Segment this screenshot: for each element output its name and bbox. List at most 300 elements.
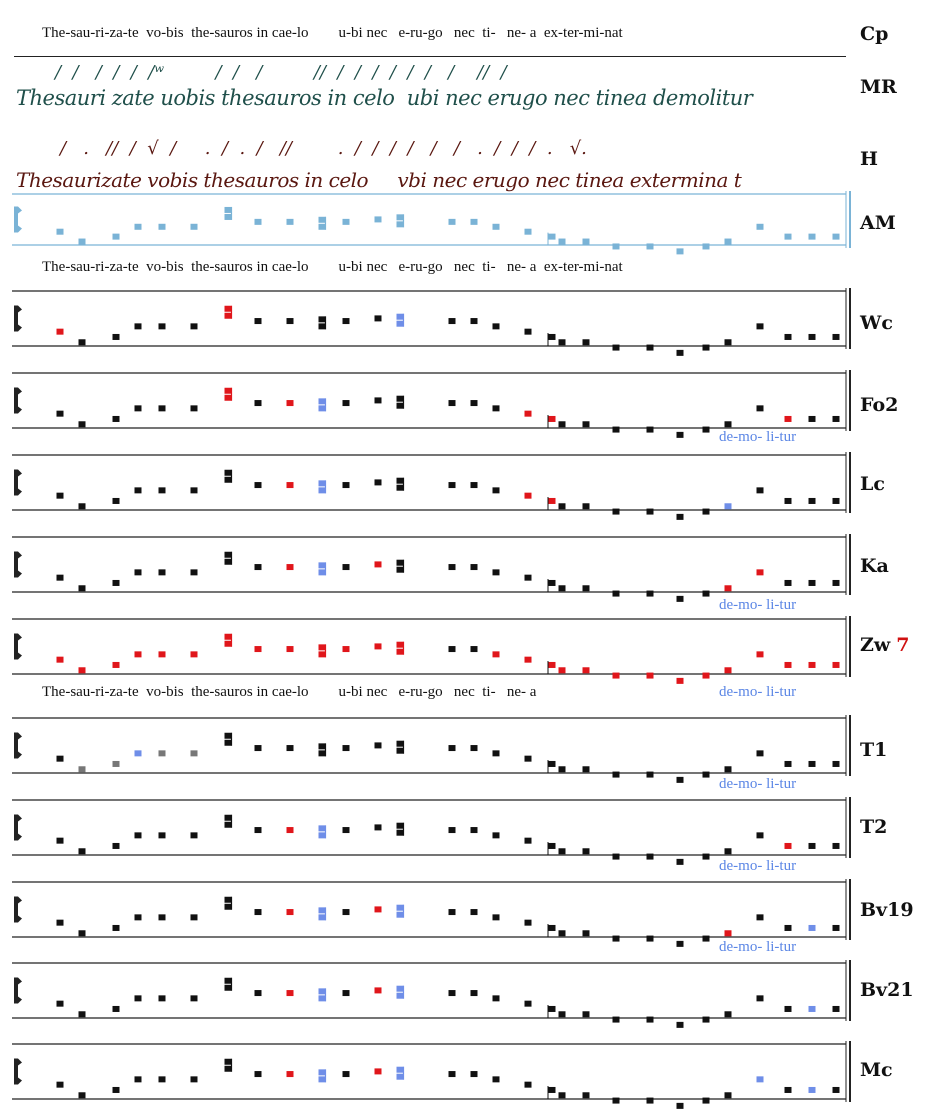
neume-note xyxy=(79,1011,86,1017)
neume-note xyxy=(287,646,294,652)
siglum-mr: MR xyxy=(860,76,897,98)
neume-note xyxy=(525,920,532,926)
h-manuscript-text: Thesaurizate vobis thesauros in celo vbi nec erugo nec tinea extermina t xyxy=(16,168,742,192)
siglum-t2: T2 xyxy=(860,816,888,838)
neume-note xyxy=(397,567,404,573)
neume-note xyxy=(677,514,684,520)
siglum-h: H xyxy=(860,148,878,170)
neume-note xyxy=(703,936,710,942)
neume-note xyxy=(319,1076,326,1082)
neume-note xyxy=(159,224,166,230)
neume-note xyxy=(833,1006,840,1012)
neume-note xyxy=(525,329,532,335)
neume-note xyxy=(113,843,120,849)
neume-note xyxy=(319,480,326,486)
mr-neumes: / / / / / /ʷ / / / // / / / / / / / // / xyxy=(55,62,507,83)
neume-note xyxy=(225,470,232,476)
neume-note xyxy=(225,313,232,319)
neume-note xyxy=(57,229,64,235)
neume-note xyxy=(113,498,120,504)
neume-note xyxy=(159,914,166,920)
neume-note xyxy=(135,914,142,920)
neume-note xyxy=(319,217,326,223)
neume-note xyxy=(255,990,262,996)
neume-note xyxy=(833,580,840,586)
neume-note xyxy=(559,239,566,245)
neume-note xyxy=(703,1098,710,1104)
neume-note xyxy=(343,564,350,570)
neume-note xyxy=(287,909,294,915)
staff-ka xyxy=(12,534,850,602)
neume-note xyxy=(319,743,326,749)
neume-note xyxy=(79,848,86,854)
clef-icon xyxy=(14,978,22,1004)
neume-note xyxy=(725,848,732,854)
neume-note xyxy=(255,564,262,570)
neume-note xyxy=(225,897,232,903)
neume-note xyxy=(319,907,326,913)
neume-note xyxy=(757,651,764,657)
neume-note xyxy=(471,646,478,652)
neume-note xyxy=(809,662,816,668)
neume-note xyxy=(493,1076,500,1082)
siglum-zw-label: Zw xyxy=(860,634,891,656)
neume-note xyxy=(703,591,710,597)
neume-note xyxy=(319,569,326,575)
neume-note xyxy=(493,224,500,230)
neume-note xyxy=(397,649,404,655)
neume-note xyxy=(703,1017,710,1023)
neume-note xyxy=(725,1011,732,1017)
neume-note xyxy=(113,662,120,668)
neume-note xyxy=(191,1076,198,1082)
neume-note xyxy=(191,224,198,230)
neume-note xyxy=(647,591,654,597)
neume-note xyxy=(375,643,382,649)
neume-note xyxy=(79,239,86,245)
siglum-cp: Cp xyxy=(860,23,889,45)
neume-note xyxy=(319,750,326,756)
neume-note xyxy=(757,323,764,329)
neume-note xyxy=(113,1087,120,1093)
neume-note xyxy=(397,1074,404,1080)
neume-note xyxy=(583,667,590,673)
neume-note xyxy=(225,477,232,483)
neume-note xyxy=(677,248,684,254)
neume-note xyxy=(225,985,232,991)
neume-note xyxy=(397,560,404,566)
neume-note xyxy=(583,503,590,509)
neume-note xyxy=(397,912,404,918)
neume-note xyxy=(549,234,556,240)
neume-note xyxy=(319,825,326,831)
neume-note xyxy=(225,559,232,565)
neume-note xyxy=(57,493,64,499)
neume-note xyxy=(549,843,556,849)
neume-note xyxy=(559,1011,566,1017)
neume-note xyxy=(159,832,166,838)
neume-note xyxy=(113,334,120,340)
neume-note xyxy=(397,1067,404,1073)
neume-note xyxy=(135,651,142,657)
neume-note xyxy=(319,398,326,404)
neume-note xyxy=(255,219,262,225)
neume-note xyxy=(319,644,326,650)
neume-note xyxy=(559,503,566,509)
neume-note xyxy=(471,564,478,570)
neume-note xyxy=(159,1076,166,1082)
neume-note xyxy=(135,1076,142,1082)
neume-note xyxy=(647,509,654,515)
neume-note xyxy=(225,904,232,910)
lyrics-main: The-sau-ri-za-te vo-bis the-sauros in cae-lo u-bi nec e-ru-go nec ti- ne- a ex-ter-mi-nat xyxy=(42,259,623,275)
neume-note xyxy=(375,479,382,485)
neume-note xyxy=(225,634,232,640)
neume-note xyxy=(525,1082,532,1088)
neume-note xyxy=(225,207,232,213)
neume-note xyxy=(255,909,262,915)
neume-note xyxy=(159,405,166,411)
clef-icon xyxy=(14,634,22,660)
neume-note xyxy=(833,843,840,849)
neume-note xyxy=(287,219,294,225)
neume-note xyxy=(471,482,478,488)
neume-note xyxy=(677,350,684,356)
neume-note xyxy=(57,920,64,926)
neume-note xyxy=(113,761,120,767)
clef-icon xyxy=(14,897,22,923)
siglum-am: AM xyxy=(860,212,896,234)
zw-mark: 7 xyxy=(896,634,910,656)
neume-note xyxy=(785,843,792,849)
neume-note xyxy=(703,854,710,860)
neume-note xyxy=(757,832,764,838)
clef-icon xyxy=(14,470,22,496)
neume-note xyxy=(191,750,198,756)
neume-note xyxy=(677,678,684,684)
neume-note xyxy=(809,761,816,767)
neume-note xyxy=(113,1006,120,1012)
neume-note xyxy=(375,1068,382,1074)
clef-icon xyxy=(14,207,22,233)
neume-note xyxy=(135,224,142,230)
staff-zw xyxy=(12,616,850,684)
neume-note xyxy=(343,219,350,225)
neume-note xyxy=(57,838,64,844)
neume-note xyxy=(725,1092,732,1098)
neume-note xyxy=(525,756,532,762)
neume-note xyxy=(343,745,350,751)
neume-note xyxy=(57,575,64,581)
neume-note xyxy=(703,427,710,433)
neume-note xyxy=(319,832,326,838)
neume-note xyxy=(559,421,566,427)
neume-note xyxy=(225,552,232,558)
neume-note xyxy=(255,745,262,751)
neume-note xyxy=(525,229,532,235)
neume-note xyxy=(397,214,404,220)
neume-note xyxy=(613,509,620,515)
staff-fo2 xyxy=(12,370,850,438)
neume-note xyxy=(225,214,232,220)
neume-note xyxy=(613,345,620,351)
neume-note xyxy=(549,662,556,668)
neume-note xyxy=(191,995,198,1001)
neume-note xyxy=(809,1006,816,1012)
neume-note xyxy=(225,1066,232,1072)
neume-note xyxy=(57,329,64,335)
neume-note xyxy=(225,733,232,739)
neume-note xyxy=(375,987,382,993)
neume-note xyxy=(583,930,590,936)
neume-note xyxy=(375,561,382,567)
neume-note xyxy=(493,405,500,411)
neume-note xyxy=(725,421,732,427)
neume-note xyxy=(725,503,732,509)
neume-note xyxy=(159,569,166,575)
neume-note xyxy=(255,1071,262,1077)
neume-note xyxy=(449,219,456,225)
neume-note xyxy=(613,591,620,597)
neume-note xyxy=(449,564,456,570)
neume-note xyxy=(113,234,120,240)
neume-note xyxy=(397,485,404,491)
neume-note xyxy=(785,498,792,504)
neume-note xyxy=(449,990,456,996)
neume-note xyxy=(113,925,120,931)
neume-note xyxy=(647,936,654,942)
neume-note xyxy=(549,498,556,504)
neume-note xyxy=(319,224,326,230)
neume-note xyxy=(375,742,382,748)
neume-note xyxy=(559,585,566,591)
neume-note xyxy=(677,941,684,947)
neume-note xyxy=(225,1059,232,1065)
variant-lyrics-bv19: de-mo- li-tur xyxy=(719,858,797,874)
neume-note xyxy=(159,487,166,493)
neume-note xyxy=(191,914,198,920)
neume-note xyxy=(159,750,166,756)
neume-note xyxy=(613,673,620,679)
neume-note xyxy=(549,761,556,767)
neume-note xyxy=(809,498,816,504)
neume-note xyxy=(757,487,764,493)
neume-note xyxy=(319,651,326,657)
neume-note xyxy=(525,1001,532,1007)
staff-t2 xyxy=(12,797,850,865)
neume-note xyxy=(397,403,404,409)
neume-note xyxy=(135,832,142,838)
neume-note xyxy=(785,761,792,767)
neume-note xyxy=(833,1087,840,1093)
neume-note xyxy=(225,978,232,984)
neume-note xyxy=(559,766,566,772)
neume-note xyxy=(397,905,404,911)
h-neumes: / . // / √ / . / . / // . / / / / / / . / / / . √. xyxy=(60,138,587,159)
neume-note xyxy=(583,1011,590,1017)
siglum-ka: Ka xyxy=(860,555,889,577)
siglum-bv19: Bv19 xyxy=(860,899,914,921)
neume-note xyxy=(549,580,556,586)
neume-note xyxy=(449,909,456,915)
siglum-mc: Mc xyxy=(860,1059,893,1081)
neume-note xyxy=(647,673,654,679)
neume-note xyxy=(319,323,326,329)
neume-note xyxy=(583,848,590,854)
neume-note xyxy=(397,748,404,754)
neume-note xyxy=(471,990,478,996)
neume-note xyxy=(833,925,840,931)
neume-note xyxy=(449,400,456,406)
neume-note xyxy=(191,569,198,575)
neume-note xyxy=(397,993,404,999)
neume-note xyxy=(319,562,326,568)
neume-note xyxy=(613,1017,620,1023)
neume-note xyxy=(471,909,478,915)
neume-note xyxy=(757,1076,764,1082)
neume-note xyxy=(725,930,732,936)
neume-note xyxy=(79,930,86,936)
neume-note xyxy=(159,323,166,329)
lyrics-cp: The-sau-ri-za-te vo-bis the-sauros in cae-lo u-bi nec e-ru-go nec ti- ne- a ex-ter-mi-nat xyxy=(42,25,623,41)
neume-note xyxy=(225,815,232,821)
neume-note xyxy=(493,995,500,1001)
neume-note xyxy=(785,662,792,668)
neume-note xyxy=(397,986,404,992)
neume-note xyxy=(375,397,382,403)
neume-note xyxy=(343,318,350,324)
staff-lc xyxy=(12,452,850,520)
neume-note xyxy=(287,827,294,833)
neume-note xyxy=(583,239,590,245)
variant-lyrics-lc: de-mo- li-tur xyxy=(719,429,797,445)
neume-note xyxy=(191,405,198,411)
neume-note xyxy=(833,334,840,340)
neume-note xyxy=(833,662,840,668)
neume-note xyxy=(559,848,566,854)
neume-note xyxy=(225,641,232,647)
neume-note xyxy=(397,478,404,484)
neume-note xyxy=(647,772,654,778)
clef-icon xyxy=(14,815,22,841)
neume-note xyxy=(471,400,478,406)
neume-note xyxy=(397,830,404,836)
neume-note xyxy=(785,925,792,931)
neume-note xyxy=(471,318,478,324)
staff-mc xyxy=(12,1041,850,1109)
neume-note xyxy=(255,646,262,652)
neume-note xyxy=(471,745,478,751)
neume-note xyxy=(677,859,684,865)
staff-bv19 xyxy=(12,879,850,947)
neume-note xyxy=(255,318,262,324)
variant-lyrics-zw: de-mo- li-tur xyxy=(719,597,797,613)
neume-note xyxy=(255,827,262,833)
neume-note xyxy=(493,569,500,575)
staff-t1 xyxy=(12,715,850,783)
neume-note xyxy=(397,321,404,327)
neume-note xyxy=(135,405,142,411)
neume-note xyxy=(287,400,294,406)
neume-note xyxy=(809,925,816,931)
siglum-fo2: Fo2 xyxy=(860,394,899,416)
neume-note xyxy=(375,315,382,321)
neume-note xyxy=(471,827,478,833)
neume-note xyxy=(583,1092,590,1098)
neume-note xyxy=(525,838,532,844)
neume-note xyxy=(397,314,404,320)
neume-note xyxy=(785,580,792,586)
neume-note xyxy=(319,487,326,493)
staff-bv21 xyxy=(12,960,850,1028)
neume-note xyxy=(113,416,120,422)
neume-note xyxy=(79,503,86,509)
neume-note xyxy=(809,580,816,586)
neume-note xyxy=(191,323,198,329)
neume-note xyxy=(255,400,262,406)
neume-note xyxy=(343,909,350,915)
neume-note xyxy=(613,243,620,249)
neume-note xyxy=(79,339,86,345)
neume-note xyxy=(57,411,64,417)
neume-note xyxy=(613,427,620,433)
neume-note xyxy=(225,395,232,401)
mr-manuscript-text: Thesauri zate uobis thesauros in celo ubi nec erugo nec tinea demolitur xyxy=(16,86,753,110)
neume-note xyxy=(525,575,532,581)
neume-note xyxy=(191,651,198,657)
neume-note xyxy=(255,482,262,488)
neume-note xyxy=(703,772,710,778)
neume-note xyxy=(471,219,478,225)
neume-note xyxy=(135,323,142,329)
neume-note xyxy=(677,777,684,783)
neume-note xyxy=(57,1001,64,1007)
lyrics-t1: The-sau-ri-za-te vo-bis the-sauros in cae-lo u-bi nec e-ru-go nec ti- ne- a xyxy=(42,684,541,700)
siglum-t1: T1 xyxy=(860,739,888,761)
clef-icon xyxy=(14,733,22,759)
neume-note xyxy=(471,1071,478,1077)
neume-note xyxy=(703,509,710,515)
neume-note xyxy=(583,339,590,345)
neume-note xyxy=(677,596,684,602)
neume-note xyxy=(343,990,350,996)
neume-note xyxy=(287,990,294,996)
neume-note xyxy=(343,482,350,488)
neume-note xyxy=(287,482,294,488)
neume-note xyxy=(191,487,198,493)
neume-note xyxy=(809,1087,816,1093)
neume-note xyxy=(287,318,294,324)
neume-note xyxy=(375,906,382,912)
neume-note xyxy=(757,569,764,575)
neume-note xyxy=(113,580,120,586)
neume-note xyxy=(397,741,404,747)
neume-note xyxy=(725,766,732,772)
neume-note xyxy=(287,745,294,751)
neume-note xyxy=(647,1017,654,1023)
neume-note xyxy=(583,766,590,772)
neume-note xyxy=(135,569,142,575)
neume-note xyxy=(559,339,566,345)
neume-note xyxy=(785,1087,792,1093)
neume-note xyxy=(809,234,816,240)
neume-note xyxy=(225,388,232,394)
neume-note xyxy=(833,761,840,767)
siglum-wc: Wc xyxy=(860,312,893,334)
neume-note xyxy=(757,405,764,411)
clef-icon xyxy=(14,1059,22,1085)
neume-note xyxy=(397,823,404,829)
